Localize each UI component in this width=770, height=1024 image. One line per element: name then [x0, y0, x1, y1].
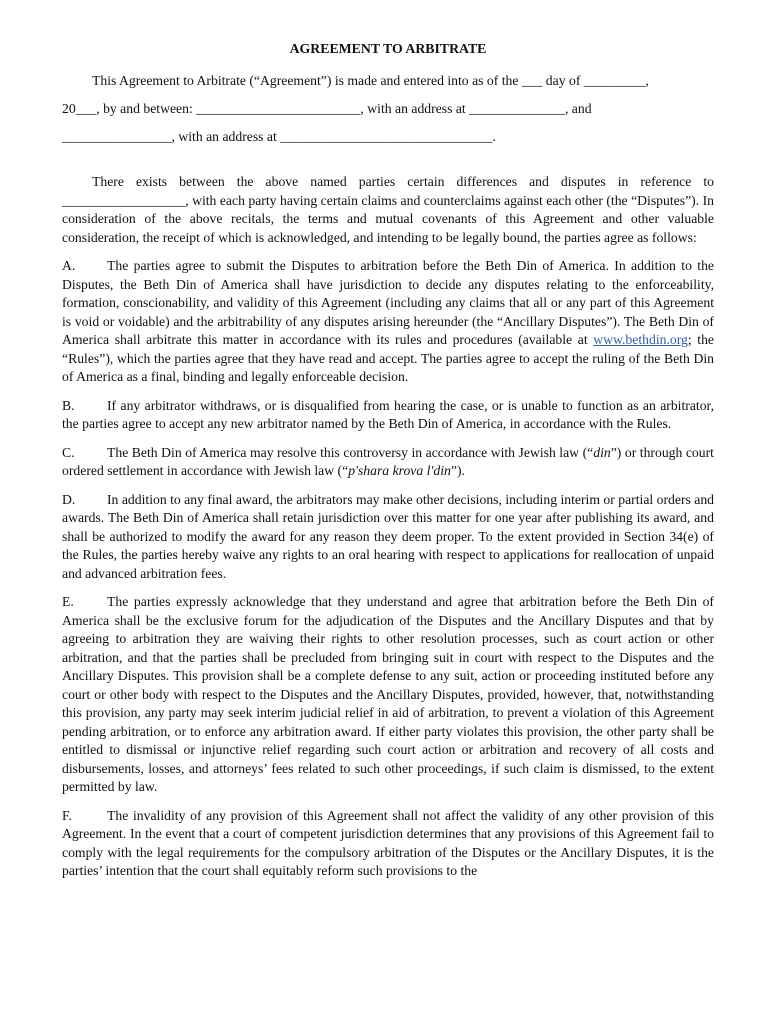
- section-b: [62, 397, 714, 434]
- section-c-letter: C.: [62, 444, 75, 460]
- bethdin-link[interactable]: www.bethdin.org: [593, 332, 688, 347]
- section-e-text: The parties expressly acknowledge that they understand and agree that arbitration before the Beth Din of America shall be the exclusive forum for the adjudication of the Disputes and the Ancillary Disputes and that by agreeing to arbitration they are waiving their rights to other resolution processes, such as court action or other arbitration, and that the parties shall be precluded from bringing suit in court with respect to the Disputes and the Ancillary Disputes. This provision shall be a complete defense to any suit, action or proceeding instituted before any court or other body with respect to the Disputes and the Ancillary Disputes, provided, however, that, notwithstanding this provision, any party may seek interim judicial relief in aid of arbitration, to prevent a violation of this Agreement pending arbitration, or to enforce any arbitration award. If either party violates this provision, the other party shall be entitled to dismissal or injunctive relief regarding such court action or arbitration and recovery of all costs and disbursements, losses, and attorneys’ fees related to such other proceedings, if such claim is dismissed, to the extent permitted by law.: [62, 594, 714, 794]
- section-e-letter: E.: [62, 594, 74, 609]
- section-c: [62, 444, 714, 481]
- document-title: AGREEMENT TO ARBITRATE: [289, 41, 487, 56]
- section-a: [62, 257, 714, 387]
- section-d-letter: D.: [62, 491, 76, 507]
- section-d: [62, 491, 714, 584]
- header-line-parties: 20___, by and between: ________________________, with an address at ______________, and: [62, 101, 592, 116]
- header-line-address: ________________, with an address at _______________________________.: [62, 129, 496, 144]
- header-line-date: This Agreement to Arbitrate (“Agreement”) is made and entered into as of the ___ day of _________,: [92, 73, 649, 88]
- section-a-text: The parties agree to submit the Disputes to arbitration before the Beth Din of America. In addition to the Disputes, the Beth Din of America shall have jurisdiction to decide any disputes relating to the enforceability, formation, conscionability, and validity of this Agreement (including any claims that all or any part of this Agreement is void or voidable) and the arbitrability of any disputes arising hereunder (the “Ancillary Disputes”). The Beth Din of America shall arbitrate this matter in accordance with its rules and procedures (available at: [62, 258, 714, 347]
- intro-paragraph: There exists between the above named parties certain differences and disputes in reference to __________________, with each party having certain claims and counterclaims against each other (the “Disputes”). In consideration of the above recitals, the terms and mutual covenants of this Agreement and other valuable consideration, the receipt of which is acknowledged, and intending to be legally bound, the parties agree as follows:: [62, 174, 714, 245]
- section-b-letter: B.: [62, 397, 75, 413]
- section-f-text: The invalidity of any provision of this Agreement shall not affect the validity of any other provision of this Agreement. In the event that a court of competent jurisdiction determines that any provisions of this Agreement fail to comply with the legal requirements for the compulsory arbitration of the Disputes or the Ancillary Disputes, it is the parties’ intention that the court shall equitably reform such provisions to the: [62, 807, 714, 878]
- section-c-text-2: ”) or through court ordered settlement in accordance with Jewish law (“: [62, 444, 714, 478]
- section-f: [62, 807, 714, 881]
- section-a-letter: A.: [62, 258, 76, 273]
- section-c-text-3: ”).: [450, 463, 465, 478]
- section-b-text: If any arbitrator withdraws, or is disqualified from hearing the case, or is unable to function as an arbitrator, the parties agree to accept any new arbitrator named by the Beth Din of America, in accordance with the Rules.: [62, 397, 714, 431]
- section-d-text: In addition to any final award, the arbitrators may make other decisions, including interim or partial orders and awards. The Beth Din of America shall retain jurisdiction over this matter for one year after publishing its award, and shall be authorized to modify the award for any reason they deem proper. To the extent provided in Section 34(e) of the Rules, the parties hereby waive any rights to an oral hearing with respect to applications for reallocation of unpaid and advanced arbitration fees.: [62, 491, 715, 581]
- section-e: [62, 593, 714, 797]
- section-c-text-1: The Beth Din of America may resolve this controversy in accordance with Jewish law (“: [107, 444, 594, 460]
- section-c-italic-pshara: p'shara krova l'din: [348, 463, 451, 478]
- document-page: [62, 38, 714, 891]
- section-c-italic-din: din: [593, 444, 611, 460]
- section-f-letter: F.: [62, 807, 72, 823]
- section-a-text-end: ; the “Rules”), which the parties agree that they have read and accept. The parties agree to accept the ruling of the Beth Din of America as a final, binding and legally enforceable decision.: [62, 332, 715, 384]
